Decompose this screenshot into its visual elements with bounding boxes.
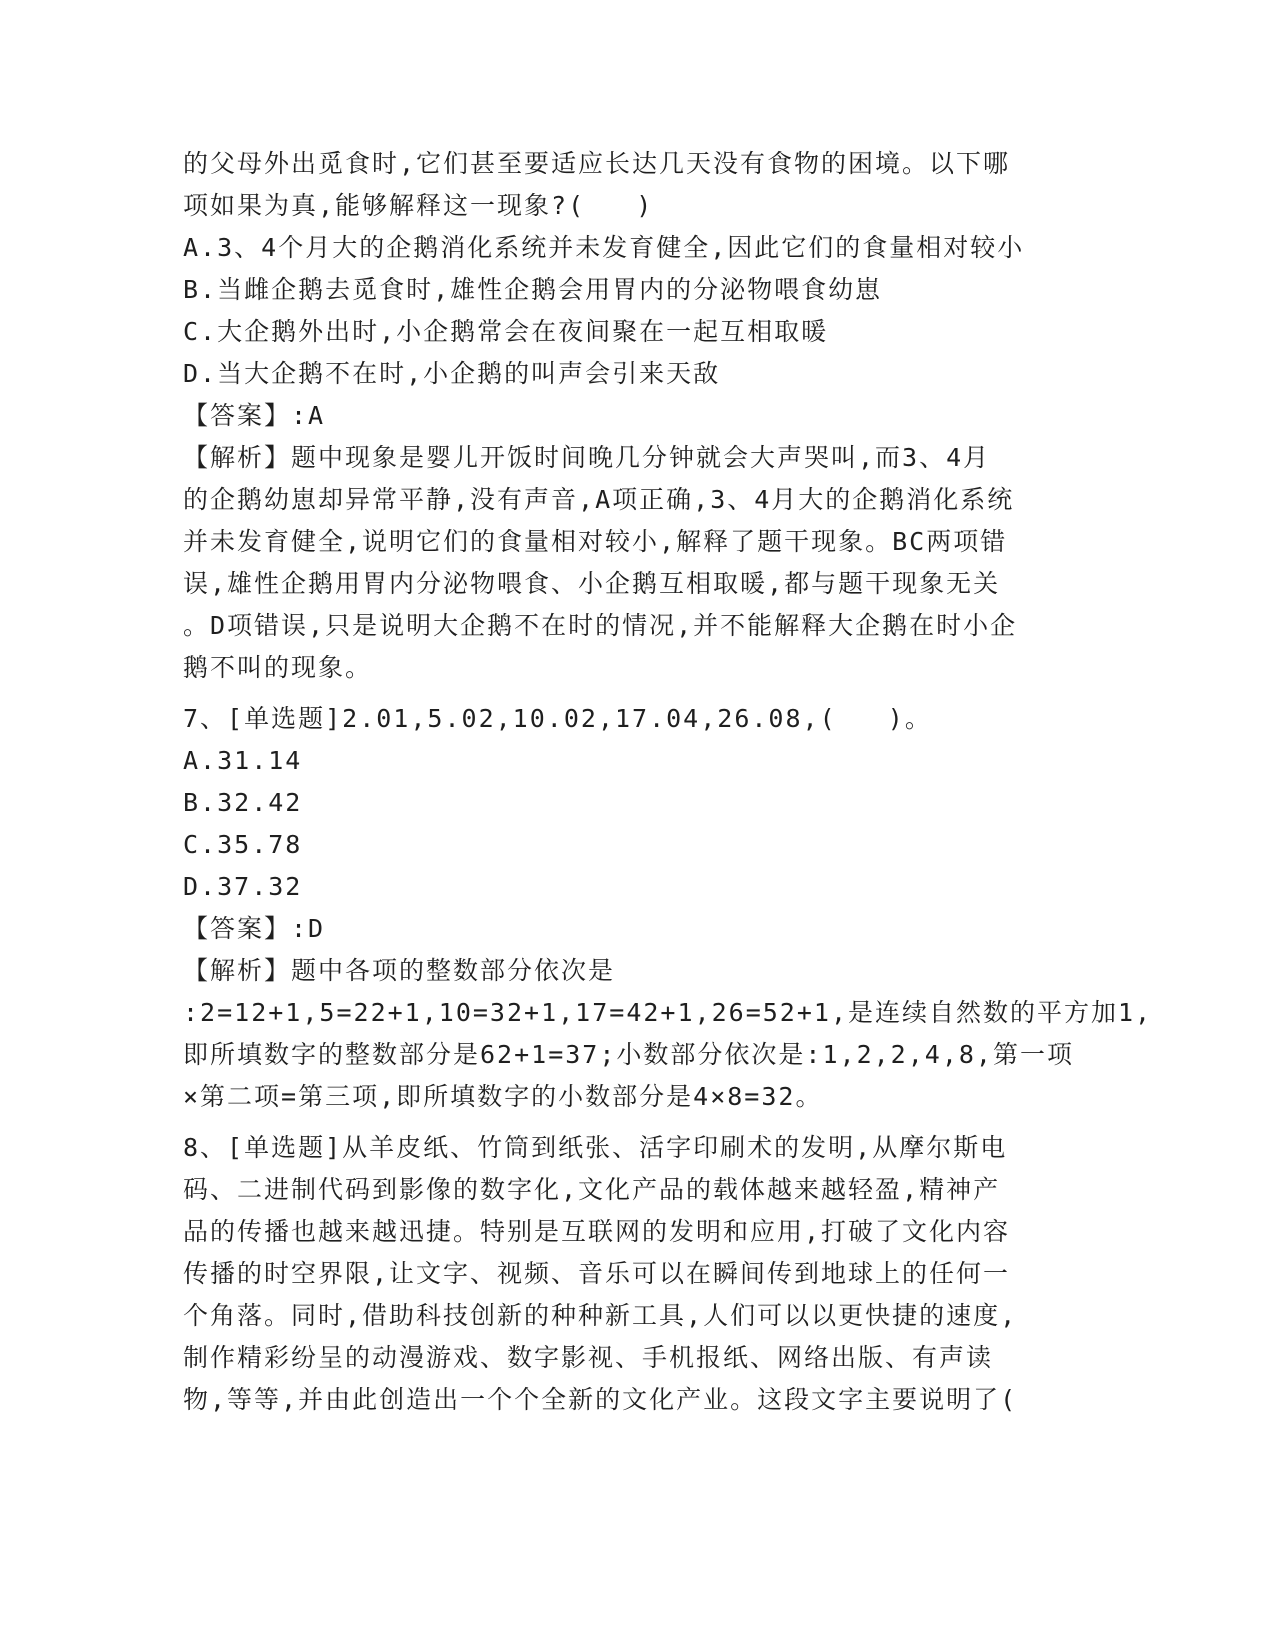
option-c: C.大企鹅外出时,小企鹅常会在夜间聚在一起互相取暖 xyxy=(183,317,829,346)
question-stem-line: 的父母外出觅食时,它们甚至要适应长达几天没有食物的困境。以下哪 xyxy=(183,149,1011,178)
analysis-line: 并未发育健全,说明它们的食量相对较小,解释了题干现象。BC两项错 xyxy=(183,527,1008,556)
question-stem-line: 品的传播也越来越迅捷。特别是互联网的发明和应用,打破了文化内容 xyxy=(183,1217,1011,1246)
question-stem-line: 8、[单选题]从羊皮纸、竹筒到纸张、活字印刷术的发明,从摩尔斯电 xyxy=(183,1133,1008,1162)
answer-line: 【答案】:A xyxy=(183,401,326,430)
document-body xyxy=(183,143,1153,1421)
question-stem-line: 个角落。同时,借助科技创新的种种新工具,人们可以以更快捷的速度, xyxy=(183,1301,1018,1330)
analysis-line: 。D项错误,只是说明大企鹅不在时的情况,并不能解释大企鹅在时小企 xyxy=(183,611,1018,640)
option-c: C.35.78 xyxy=(183,830,303,859)
option-b: B.32.42 xyxy=(183,788,303,817)
analysis-line: 的企鹅幼崽却异常平静,没有声音,A项正确,3、4月大的企鹅消化系统 xyxy=(183,485,1015,514)
question-8 xyxy=(183,1127,1083,1421)
question-stem-line: 码、二进制代码到影像的数字化,文化产品的载体越来越轻盈,精神产 xyxy=(183,1175,1001,1204)
analysis-line: ×第二项=第三项,即所填数字的小数部分是4×8=32。 xyxy=(183,1082,823,1111)
question-6 xyxy=(183,143,1083,689)
analysis-line: 误,雄性企鹅用胃内分泌物喂食、小企鹅互相取暖,都与题干现象无关 xyxy=(183,569,1001,598)
question-stem-line: 7、[单选题]2.01,5.02,10.02,17.04,26.08,( )。 xyxy=(183,704,932,733)
question-7 xyxy=(183,698,1153,1118)
answer-line: 【答案】:D xyxy=(183,914,326,943)
question-spacer xyxy=(183,689,1083,698)
option-a: A.3、4个月大的企鹅消化系统并未发育健全,因此它们的食量相对较小 xyxy=(183,233,1025,262)
option-d: D.当大企鹅不在时,小企鹅的叫声会引来天敌 xyxy=(183,359,721,388)
analysis-line: 【解析】题中各项的整数部分依次是 xyxy=(183,956,616,985)
question-spacer xyxy=(183,1118,1083,1127)
option-b: B.当雌企鹅去觅食时,雄性企鹅会用胃内的分泌物喂食幼崽 xyxy=(183,275,883,304)
analysis-line: :2=12+1,5=22+1,10=32+1,17=42+1,26=52+1,是连续自然数的平方加1, xyxy=(183,998,1153,1027)
question-stem-line: 物,等等,并由此创造出一个个全新的文化产业。这段文字主要说明了( xyxy=(183,1385,1018,1414)
option-d: D.37.32 xyxy=(183,872,303,901)
question-stem-line: 项如果为真,能够解释这一现象?( ) xyxy=(183,191,654,220)
question-stem-line: 制作精彩纷呈的动漫游戏、数字影视、手机报纸、网络出版、有声读 xyxy=(183,1343,994,1372)
question-stem-line: 传播的时空界限,让文字、视频、音乐可以在瞬间传到地球上的任何一 xyxy=(183,1259,1011,1288)
analysis-line: 【解析】题中现象是婴儿开饭时间晚几分钟就会大声哭叫,而3、4月 xyxy=(183,443,991,472)
analysis-line: 鹅不叫的现象。 xyxy=(183,653,373,682)
option-a: A.31.14 xyxy=(183,746,303,775)
analysis-line: 即所填数字的整数部分是62+1=37;小数部分依次是:1,2,2,4,8,第一项 xyxy=(183,1040,1074,1069)
